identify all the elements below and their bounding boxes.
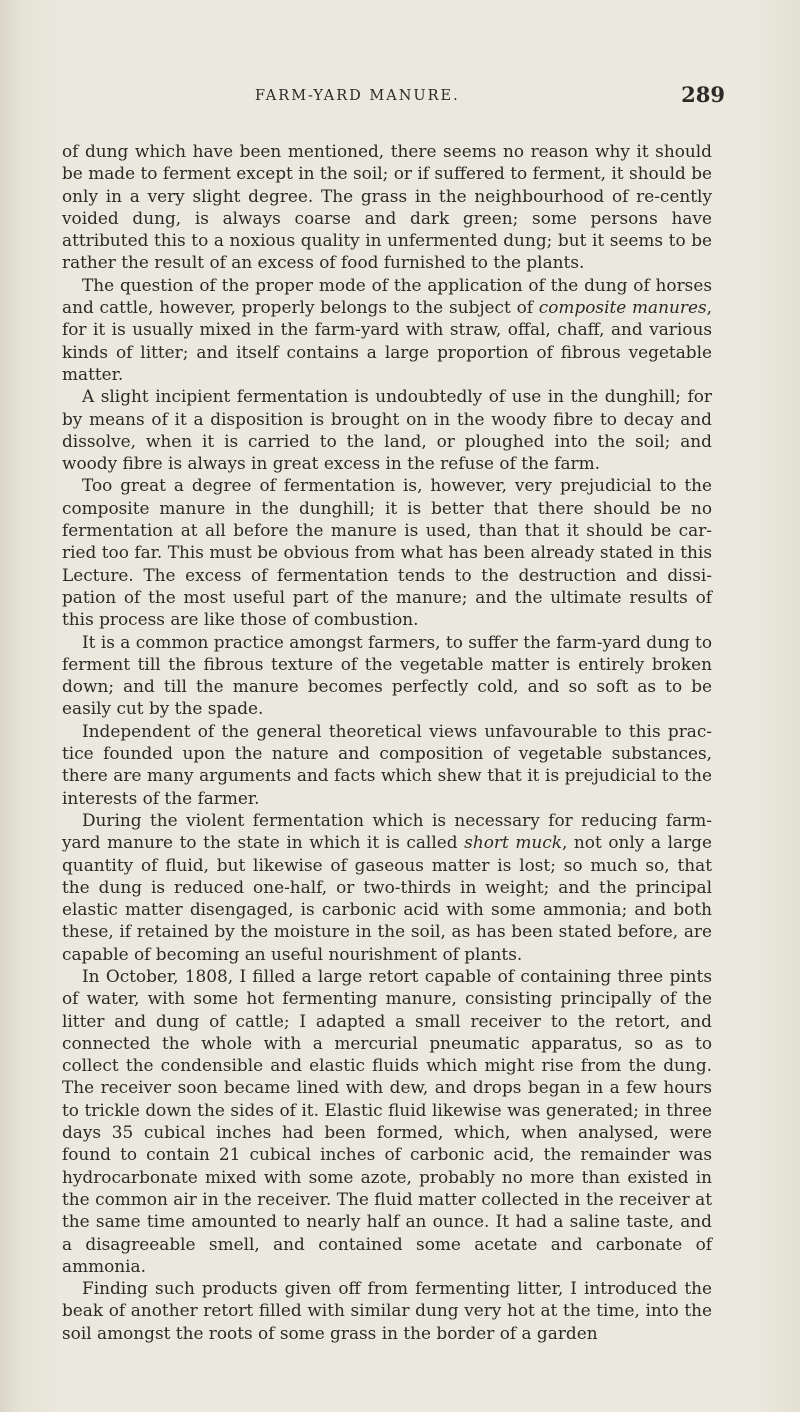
page-header <box>255 82 725 118</box>
page-number: 289 <box>681 82 725 107</box>
running-head: FARM-YARD MANURE. <box>255 88 460 104</box>
paragraph <box>62 631 712 720</box>
paragraph-text: Independent of the general theoretical views unfavourable to this prac-tice founded upon the nature and composition of vegetable substances, there are many arguments and facts which shew that it is prejudicial to the interests of the farmer. <box>62 720 712 808</box>
paragraph <box>62 809 712 965</box>
paragraph <box>62 274 712 385</box>
paragraph <box>62 1277 712 1344</box>
paragraph-text: During the violent fermentation which is necessary for reducing farm-yard manure to the state in which it is called <box>62 809 712 853</box>
paragraph-text: , for it is usually mixed in the farm-yard with straw, offal, chaff, and various kinds of litter; and itself contains a large proportion of fibrous vegetable matter. <box>62 297 712 384</box>
paragraph-text: A slight incipient fermentation is undoubtedly of use in the dunghill; for by means of it a disposition is brought on in the woody fibre to decay and dissolve, when it is carried to the land, or ploughed into the soil; and woody fibre is always in great excess in the refuse of the farm. <box>62 386 712 474</box>
paragraph-text: of dung which have been mentioned, there seems no reason why it should be made to ferment except in the soil; or if suffered to ferment, it should be only in a very slight degree. The grass in the neighbourhood of re-cently voided dung, is always coarse and dark green; some persons have attributed this to a noxious quality in unfermented dung; but it seems to be rather the result of an excess of food furnished to the plants. <box>62 141 712 273</box>
paragraph-text: , not only a large quantity of fluid, but likewise of gaseous matter is lost; so much so, that the dung is reduced one-half, or two-thirds in weight; and the principal elastic matter disengaged, is carbonic acid with some ammonia; and both these, if retained by the moisture in the soil, as has been stated before, are capable of becoming an useful nourishment of plants. <box>62 832 712 964</box>
italic-term: short muck <box>464 832 562 853</box>
paragraph <box>62 474 712 630</box>
paragraph-text: Finding such products given off from fermenting litter, I introduced the beak of another retort filled with similar dung very hot at the time, into the soil amongst the roots of some grass in the border of a garden <box>62 1278 712 1343</box>
paragraph-text: It is a common practice amongst farmers, to suffer the farm-yard dung to ferment till the fibrous texture of the vegetable matter is entirely broken down; and till the manure becomes perfectly cold, and so soft as to be easily cut by the spade. <box>62 631 712 719</box>
paragraph-text: The question of the proper mode of the application of the dung of horses and cattle, however, properly belongs to the subject of <box>62 274 712 318</box>
paragraph <box>62 140 712 274</box>
italic-term: composite manures <box>538 297 707 318</box>
body-text <box>62 140 712 1344</box>
paragraph <box>62 720 712 809</box>
paragraph <box>62 965 712 1277</box>
paragraph <box>62 385 712 474</box>
paragraph-text: Too great a degree of fermentation is, however, very prejudicial to the composite manure in the dunghill; it is better that there should be no fermentation at all before the manure is used, than that it should be car-ried too far. This must be obvious from what has been already stated in this Lecture. The excess of fermentation tends to the destruction and dissi-pation of the most useful part of the manure; and the ultimate results of this process are like those of combustion. <box>62 475 712 630</box>
paragraph-text: In October, 1808, I filled a large retort capable of containing three pints of water, with some hot fermenting manure, consisting principally of the litter and dung of cattle; I adapted a small receiver to the retort, and connected the whole with a mercurial pneumatic apparatus, so as to collect the condensible and elastic fluids which might rise from the dung. The receiver soon became lined with dew, and drops began in a few hours to trickle down the sides of it. Elastic fluid likewise was generated; in three days 35 cubical inches had been formed, which, when analysed, were found to contain 21 cubical inches of carbonic acid, the remainder was hydrocarbonate mixed with some azote, probably no more than existed in the common air in the receiver. The fluid matter collected in the receiver at the same time amounted to nearly half an ounce. It had a saline taste, and a disagreeable smell, and contained some acetate and carbonate of ammonia. <box>62 965 712 1276</box>
